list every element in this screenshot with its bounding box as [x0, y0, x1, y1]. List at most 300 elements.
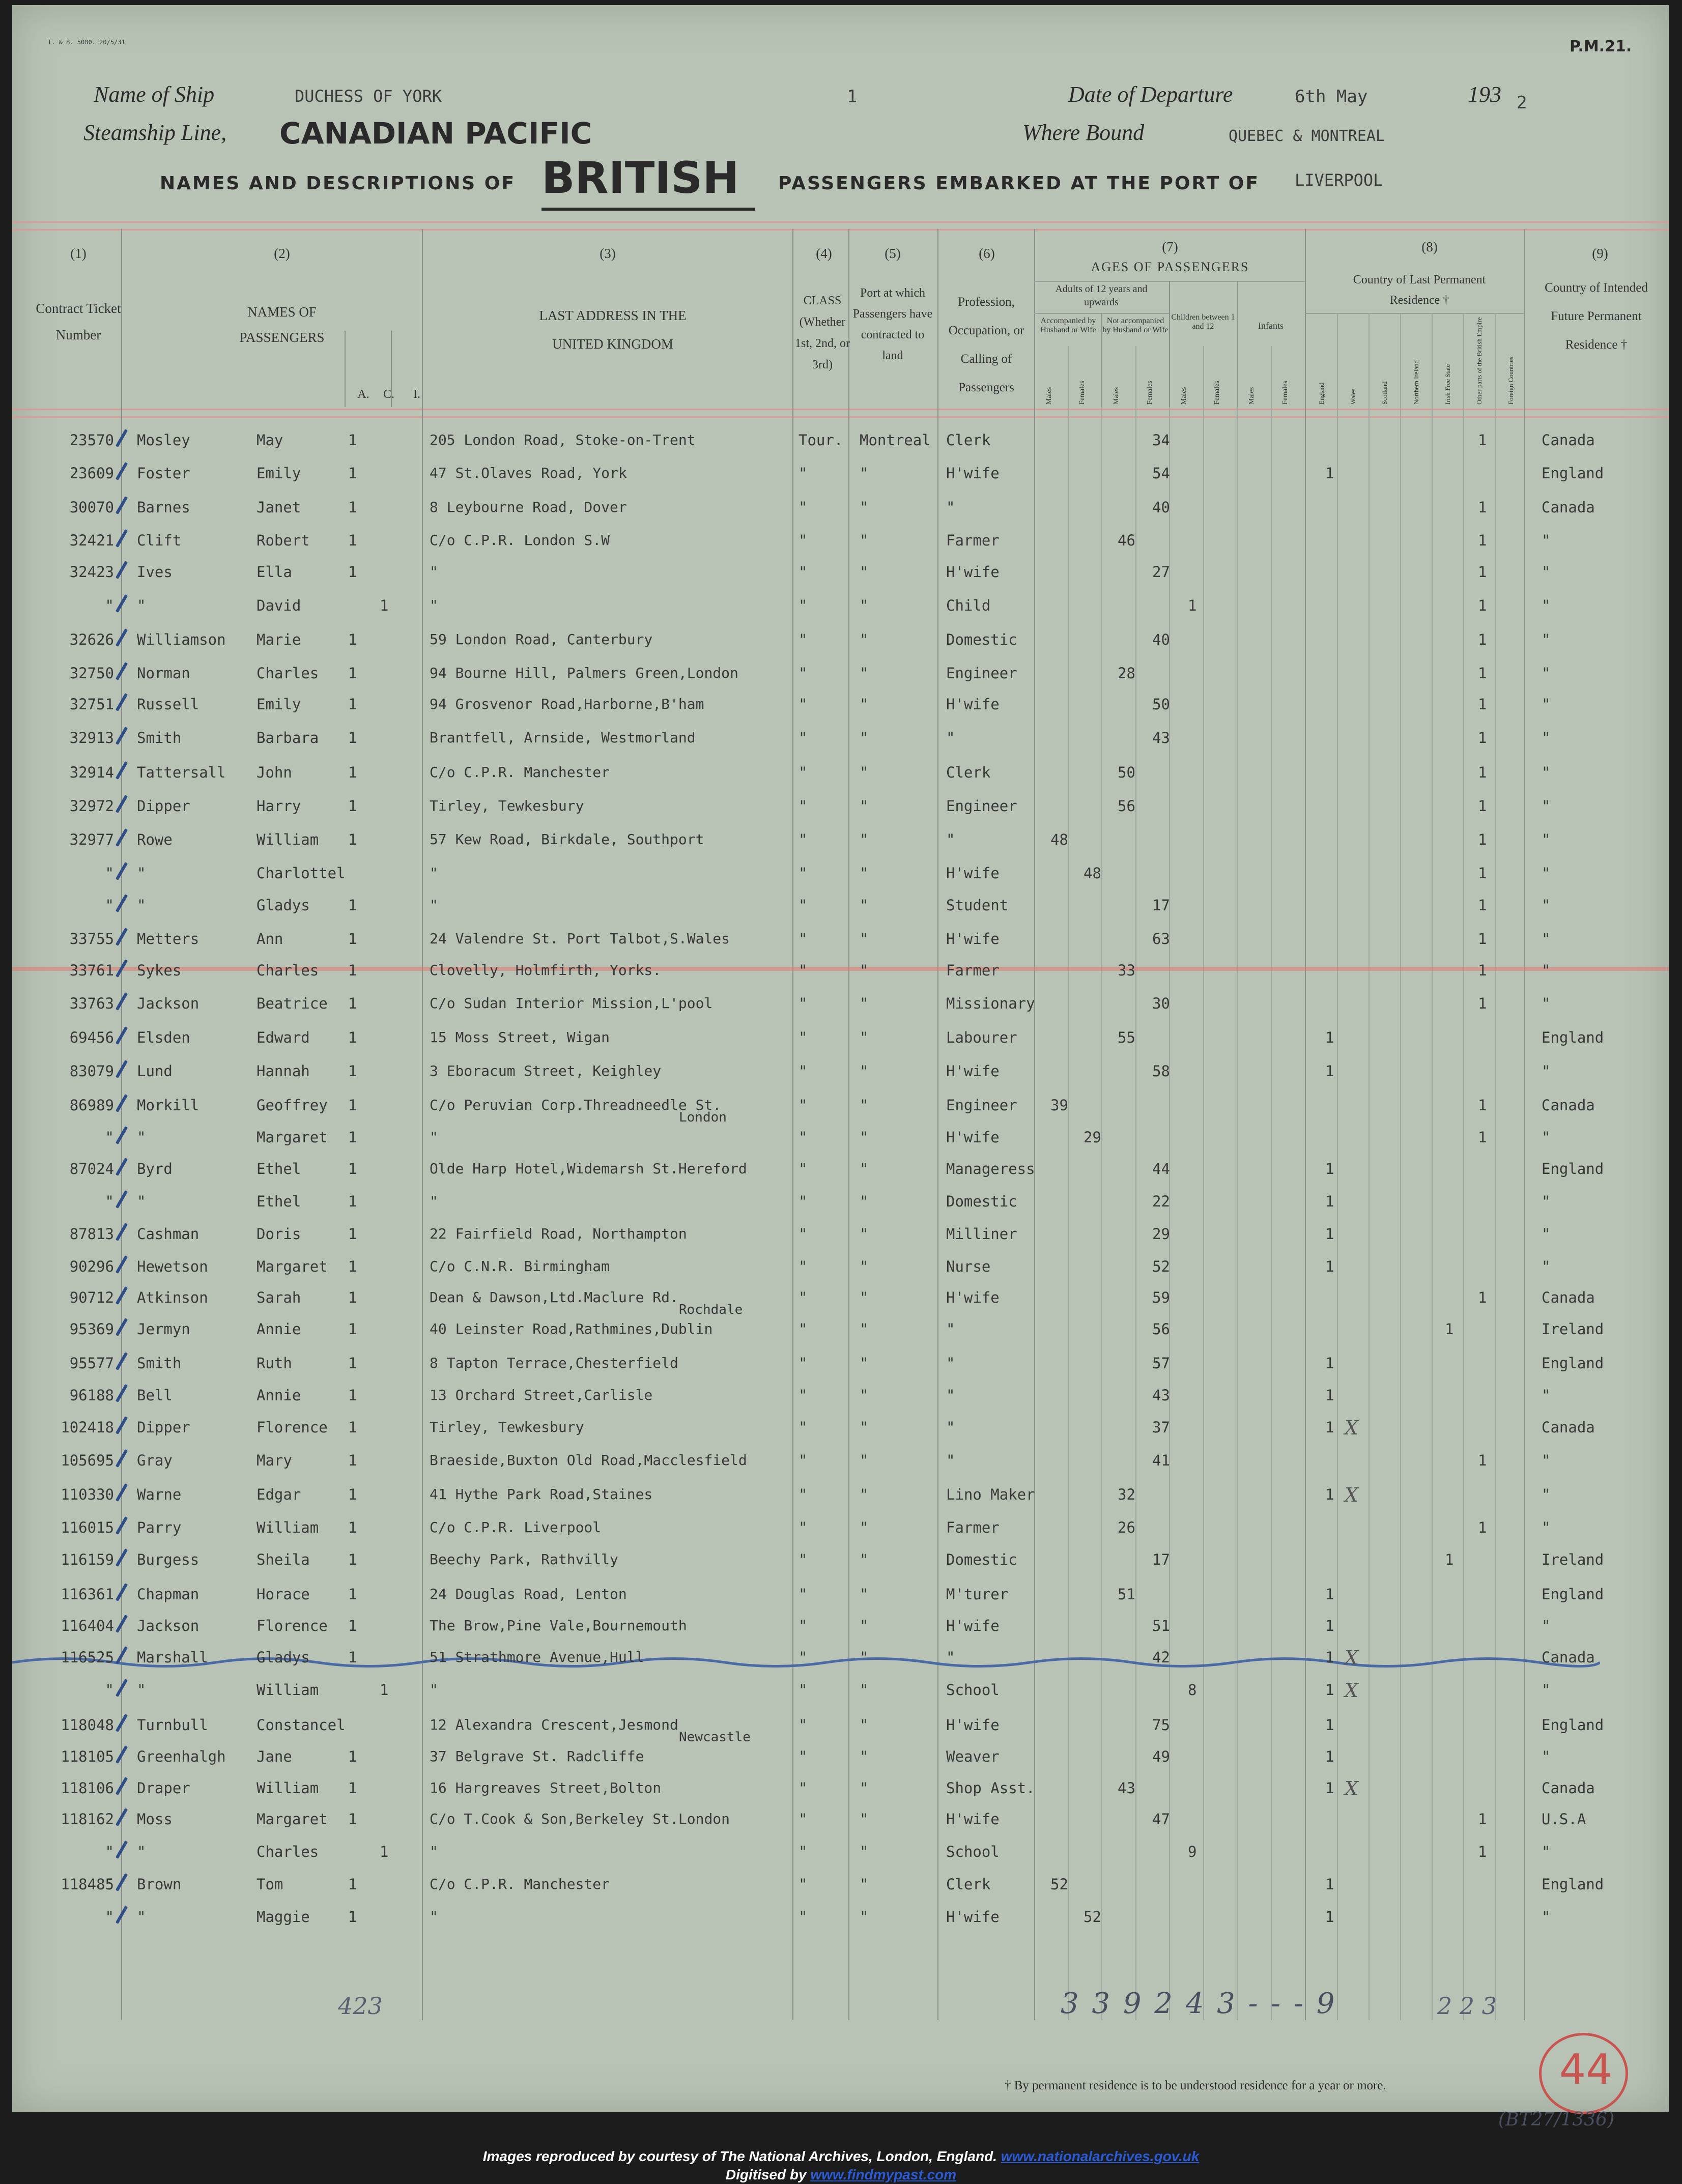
port-of-landing: "	[860, 1811, 869, 1828]
port-of-landing: "	[860, 1876, 869, 1893]
ticket-number: 32972	[69, 797, 114, 815]
given-name: Ethel	[256, 1160, 301, 1177]
class: "	[799, 1029, 808, 1046]
ticket-number: 116159	[61, 1551, 114, 1568]
occupation: H'wife	[946, 865, 1000, 882]
class: "	[799, 1779, 808, 1797]
class: "	[799, 729, 808, 746]
findmypast-link[interactable]: www.findmypast.com	[810, 2167, 957, 2182]
occupation: H'wife	[946, 930, 1000, 947]
age: 28	[1118, 665, 1135, 682]
last-address: "	[430, 1129, 438, 1145]
residence-count: 1	[1325, 1716, 1334, 1734]
future-residence: England	[1542, 1160, 1604, 1177]
ticket-number: 33755	[69, 930, 114, 947]
col-adults-header: Adults of 12 years and upwards	[1055, 283, 1148, 308]
surname: Mosley	[137, 432, 190, 449]
residence-count: 1	[1478, 962, 1487, 979]
port-of-landing: "	[860, 597, 869, 614]
last-address: 24 Valendre St. Port Talbot,S.Wales	[430, 930, 730, 947]
page-number: 1	[847, 87, 858, 107]
class: "	[799, 465, 808, 482]
ticket-number: "	[105, 865, 114, 882]
residence-count: 1	[1325, 1355, 1334, 1372]
last-address: 57 Kew Road, Birkdale, Southport	[430, 831, 704, 848]
line-label: Steamship Line,	[83, 120, 227, 145]
future-residence: "	[1542, 532, 1551, 549]
age: 22	[1152, 1193, 1170, 1210]
given-name: Hannah	[256, 1062, 310, 1080]
last-address: "	[430, 897, 438, 913]
surname: Brown	[137, 1876, 182, 1893]
residence-subheader-foreign: Foreign Countries	[1507, 356, 1515, 405]
last-address: Dean & Dawson,Ltd.Maclure Rd.	[430, 1289, 678, 1306]
given-name: Ella	[256, 563, 292, 581]
adult-count: 1	[348, 1486, 357, 1503]
last-address: 94 Grosvenor Road,Harborne,B'ham	[430, 696, 704, 712]
last-address: 40 Leinster Road,Rathmines,Dublin	[430, 1320, 713, 1337]
ticket-number: 33761	[69, 962, 114, 979]
future-residence: Canada	[1542, 432, 1595, 449]
adult-count: 1	[348, 729, 357, 746]
port-of-landing: "	[860, 897, 869, 914]
age-subheader-4: Males	[1180, 387, 1188, 405]
residence-subheader-other_parts: Other parts of the British Empire	[1475, 317, 1483, 405]
class: "	[799, 1649, 808, 1666]
occupation: Lino Maker	[946, 1486, 1035, 1503]
class: "	[799, 1681, 808, 1699]
age: 26	[1118, 1519, 1135, 1536]
adult-count: 1	[348, 1129, 357, 1146]
surname: Turnbull	[137, 1716, 208, 1734]
given-name: Annie	[256, 1320, 301, 1338]
ticket-number: 23609	[69, 465, 114, 482]
port-of-landing: "	[860, 1617, 869, 1634]
class: "	[799, 1617, 808, 1634]
heading-big: BRITISH	[541, 153, 739, 204]
occupation: Shop Asst.	[946, 1779, 1035, 1797]
given-name: Marie	[256, 631, 301, 648]
surname: "	[137, 1681, 146, 1699]
residence-count: 1	[1478, 1519, 1487, 1536]
ticket-number: 83079	[69, 1062, 114, 1080]
given-name: Annie	[256, 1387, 301, 1404]
residence-count: 1	[1325, 1908, 1334, 1926]
footer-line-1	[0, 2148, 1682, 2165]
last-address: "	[430, 1908, 438, 1925]
last-address-line-2: Newcastle	[679, 1730, 751, 1745]
occupation: "	[946, 1419, 955, 1436]
future-residence: "	[1542, 1748, 1551, 1765]
residence-count: 1	[1325, 1748, 1334, 1765]
last-address: Clovelly, Holmfirth, Yorks.	[430, 962, 662, 979]
col-9-number: (9)	[1592, 246, 1608, 261]
given-name: Mary	[256, 1452, 292, 1469]
age: 59	[1152, 1289, 1170, 1306]
given-name: May	[256, 432, 283, 449]
residence-count: 1	[1478, 897, 1487, 914]
future-residence: "	[1542, 665, 1551, 682]
class: "	[799, 1160, 808, 1177]
surname: Dipper	[137, 1419, 190, 1436]
adult-count: 1	[348, 1029, 357, 1046]
col-address-header: LAST ADDRESS IN THE UNITED KINGDOM	[539, 308, 687, 352]
port-of-landing: "	[860, 1097, 869, 1114]
age: 52	[1084, 1908, 1101, 1926]
port-of-landing: "	[860, 1419, 869, 1436]
last-address: Braeside,Buxton Old Road,Macclesfield	[430, 1452, 747, 1469]
port-of-landing: "	[860, 1387, 869, 1404]
age: 43	[1152, 729, 1170, 746]
ticket-number: 32421	[69, 532, 114, 549]
class: "	[799, 1225, 808, 1243]
adult-count: 1	[348, 1289, 357, 1306]
hand-mark: X	[1345, 1417, 1359, 1439]
residence-subheader-wales: Wales	[1349, 388, 1357, 405]
surname: "	[137, 597, 146, 614]
class: "	[799, 1486, 808, 1503]
age: 43	[1118, 1779, 1135, 1797]
adult-count: 1	[348, 1097, 357, 1114]
adult-count: 1	[348, 1908, 357, 1926]
occupation: Student	[946, 897, 1009, 914]
ticket-number: 116404	[61, 1617, 114, 1634]
class: "	[799, 665, 808, 682]
future-residence: Canada	[1542, 1419, 1595, 1436]
col-2-number: (2)	[274, 246, 290, 261]
residence-count: 1	[1325, 1681, 1334, 1699]
occupation: H'wife	[946, 1289, 1000, 1306]
adult-count: 1	[348, 1649, 357, 1666]
surname: Marshall	[137, 1649, 208, 1666]
given-name: Emily	[256, 696, 301, 713]
future-residence: "	[1542, 1225, 1551, 1243]
ticket-number: "	[105, 1908, 114, 1926]
ticket-number: "	[105, 1843, 114, 1860]
residence-count: 1	[1325, 1225, 1334, 1243]
ticket-number: 32977	[69, 831, 114, 848]
age: 27	[1152, 563, 1170, 581]
adult-count: 1	[348, 1160, 357, 1177]
ticket-number: 32913	[69, 729, 114, 746]
class: "	[799, 597, 808, 614]
occupation: Child	[946, 597, 991, 614]
given-name: Charles	[256, 1843, 319, 1860]
occupation: Clerk	[946, 764, 991, 781]
port-of-landing: "	[860, 1649, 869, 1666]
age: 52	[1152, 1258, 1170, 1275]
class: "	[799, 1908, 808, 1926]
port-of-landing: "	[860, 1716, 869, 1734]
future-residence: "	[1542, 1452, 1551, 1469]
col-accompanied-header: Accompanied by Husband or Wife	[1040, 317, 1096, 334]
col-c-header: C.	[383, 388, 394, 401]
footer-credit: Images reproduced by courtesy of The National Archives, London, England.	[482, 2148, 997, 2164]
age: 51	[1152, 1617, 1170, 1634]
ticket-number: 116361	[61, 1586, 114, 1603]
adult-count: 1	[348, 432, 357, 449]
surname: Hewetson	[137, 1258, 208, 1275]
last-address: C/o C.P.R. Liverpool	[430, 1519, 602, 1536]
class: "	[799, 1320, 808, 1338]
age: 41	[1152, 1452, 1170, 1469]
residence-count: 1	[1478, 563, 1487, 581]
col-country-last-header: Country of Last Permanent Residence †	[1353, 273, 1486, 307]
last-address: 59 London Road, Canterbury	[430, 631, 653, 648]
future-residence: "	[1542, 930, 1551, 947]
occupation: H'wife	[946, 1811, 1000, 1828]
given-name: Jane	[256, 1748, 292, 1765]
future-residence: Canada	[1542, 499, 1595, 516]
residence-count: 1	[1325, 1387, 1334, 1404]
age: 58	[1152, 1062, 1170, 1080]
last-address: Olde Harp Hotel,Widemarsh St.Hereford	[430, 1160, 747, 1177]
surname: "	[137, 897, 146, 914]
residence-subheader-england: England	[1318, 382, 1325, 405]
class: "	[799, 1097, 808, 1114]
future-residence: "	[1542, 729, 1551, 746]
surname: Moss	[137, 1811, 173, 1828]
residence-count: 1	[1325, 1258, 1334, 1275]
port-of-landing: "	[860, 1355, 869, 1372]
ticket-number: 30070	[69, 499, 114, 516]
residence-count: 1	[1478, 1452, 1487, 1469]
class: "	[799, 930, 808, 947]
class: "	[799, 1586, 808, 1603]
given-name: Tom	[256, 1876, 283, 1893]
heading-right: PASSENGERS EMBARKED AT THE PORT OF	[778, 173, 1260, 194]
occupation: "	[946, 1649, 955, 1666]
adult-count: 1	[348, 797, 357, 815]
class: "	[799, 1419, 808, 1436]
adult-count: 1	[348, 1258, 357, 1275]
departure-label: Date of Departure	[1068, 82, 1233, 107]
class: "	[799, 499, 808, 516]
class: "	[799, 797, 808, 815]
future-residence: "	[1542, 1681, 1551, 1699]
occupation: "	[946, 1387, 955, 1404]
ticket-number: "	[105, 1129, 114, 1146]
footer-line-2	[0, 2167, 1682, 2183]
future-residence: "	[1542, 1486, 1551, 1503]
occupation: Engineer	[946, 665, 1017, 682]
ticket-number: 90296	[69, 1258, 114, 1275]
occupation: Domestic	[946, 1551, 1017, 1568]
last-address: Beechy Park, Rathvilly	[430, 1551, 618, 1568]
ticket-number: 95577	[69, 1355, 114, 1372]
age: 33	[1118, 962, 1135, 979]
port-of-landing: "	[860, 930, 869, 947]
port-of-landing: "	[860, 563, 869, 581]
hand-mark: X	[1345, 1679, 1359, 1702]
port-of-landing: Montreal	[860, 432, 931, 449]
residence-count: 1	[1478, 995, 1487, 1012]
given-name: David	[256, 597, 301, 614]
future-residence: Canada	[1542, 1779, 1595, 1797]
archive-reference: (BT27/1336)	[1498, 2109, 1615, 2130]
future-residence: "	[1542, 563, 1551, 581]
age-subheader-2: Males	[1113, 387, 1120, 405]
total-residence: 2 2 3	[1437, 1992, 1497, 2020]
last-address: Tirley, Tewkesbury	[430, 797, 584, 814]
age: 32	[1118, 1486, 1135, 1503]
residence-count: 1	[1325, 1617, 1334, 1634]
adult-count: 1	[348, 1419, 357, 1436]
national-archives-link[interactable]: www.nationalarchives.gov.uk	[1001, 2148, 1200, 2164]
future-residence: England	[1542, 1876, 1604, 1893]
given-name: Margaret	[256, 1811, 328, 1828]
ticket-number: 118106	[61, 1779, 114, 1797]
ticket-number: 86989	[69, 1097, 114, 1114]
adult-count: 1	[348, 499, 357, 516]
hand-mark: X	[1345, 1647, 1359, 1669]
last-address: 3 Eboracum Street, Keighley	[430, 1062, 662, 1079]
given-name: Barbara	[256, 729, 319, 746]
last-address-line-2: Rochdale	[679, 1302, 743, 1317]
residence-count: 1	[1478, 696, 1487, 713]
adult-count: 1	[348, 1452, 357, 1469]
ticket-number: 32626	[69, 631, 114, 648]
last-address: 24 Douglas Road, Lenton	[430, 1586, 627, 1602]
given-name: Gladys	[256, 897, 310, 914]
adult-count: 1	[348, 631, 357, 648]
adult-count: 1	[348, 1387, 357, 1404]
last-address: "	[430, 597, 438, 614]
class: "	[799, 1551, 808, 1568]
col-names-header: NAMES OF PASSENGERS	[239, 304, 325, 345]
occupation: Milliner	[946, 1225, 1017, 1243]
page-mark: 44	[1559, 2046, 1613, 2094]
surname: "	[137, 1908, 146, 1926]
total-ages: 3 3 9 2 4 3 - - - 9	[1061, 1987, 1337, 2020]
age: 40	[1152, 631, 1170, 648]
future-residence: "	[1542, 1908, 1551, 1926]
port-of-landing: "	[860, 1843, 869, 1860]
ticket-number: 116015	[61, 1519, 114, 1536]
age: 48	[1050, 831, 1068, 848]
last-address: 16 Hargreaves Street,Bolton	[430, 1779, 662, 1796]
class: "	[799, 1876, 808, 1893]
residence-count: 1	[1478, 1843, 1487, 1860]
adult-count: 1	[348, 930, 357, 947]
col-7-number: (7)	[1162, 239, 1178, 254]
future-residence: "	[1542, 1617, 1551, 1634]
residence-count: 1	[1325, 1193, 1334, 1210]
residence-count: 1	[1325, 1062, 1334, 1080]
surname: Byrd	[137, 1160, 173, 1177]
class: "	[799, 1258, 808, 1275]
last-address: "	[430, 865, 438, 881]
class: Tour.	[799, 432, 843, 449]
last-address: "	[430, 563, 438, 580]
ticket-number: 69456	[69, 1029, 114, 1046]
surname: Clift	[137, 532, 182, 549]
port-of-landing: "	[860, 1160, 869, 1177]
port-of-landing: "	[860, 532, 869, 549]
residence-count: 1	[1478, 865, 1487, 882]
col-5-number: (5)	[885, 246, 901, 261]
departure-year: 193	[1468, 82, 1501, 107]
age-subheader-1: Females	[1078, 381, 1086, 405]
future-residence: "	[1542, 995, 1551, 1012]
port-of-landing: "	[860, 1062, 869, 1080]
surname: Dipper	[137, 797, 190, 815]
port-of-landing: "	[860, 1908, 869, 1926]
last-address: 41 Hythe Park Road,Staines	[430, 1486, 653, 1503]
occupation: Labourer	[946, 1029, 1017, 1046]
port-of-landing: "	[860, 696, 869, 713]
given-name: William	[256, 1681, 319, 1699]
given-name: Sheila	[256, 1551, 310, 1568]
last-address: 94 Bourne Hill, Palmers Green,London	[430, 665, 738, 681]
child-count: 1	[380, 597, 389, 614]
surname: Russell	[137, 696, 199, 713]
ticket-number: "	[105, 1193, 114, 1210]
adult-count: 1	[348, 1193, 357, 1210]
adult-count: 1	[348, 764, 357, 781]
port-of-landing: "	[860, 1289, 869, 1306]
ticket-number: 87813	[69, 1225, 114, 1243]
residence-count: 1	[1325, 1486, 1334, 1503]
age: 56	[1118, 797, 1135, 815]
future-residence: U.S.A	[1542, 1811, 1586, 1828]
surname: "	[137, 1193, 146, 1210]
age: 50	[1118, 764, 1135, 781]
occupation: H'wife	[946, 1908, 1000, 1926]
age: 39	[1050, 1097, 1068, 1114]
given-name: Janet	[256, 499, 301, 516]
last-address: 47 St.Olaves Road, York	[430, 465, 627, 481]
surname: Draper	[137, 1779, 190, 1797]
ticket-number: 32751	[69, 696, 114, 713]
last-address: "	[430, 1681, 438, 1698]
passenger-list-sheet	[12, 5, 1669, 2130]
port-of-landing: "	[860, 962, 869, 979]
residence-count: 1	[1478, 729, 1487, 746]
bound-label: Where Bound	[1022, 120, 1145, 145]
residence-count: 1	[1478, 499, 1487, 516]
age: 63	[1152, 930, 1170, 947]
port-of-landing: "	[860, 1551, 869, 1568]
hand-mark: X	[1345, 1484, 1359, 1506]
class: "	[799, 831, 808, 848]
given-name: Constancel	[256, 1716, 346, 1734]
age: 29	[1084, 1129, 1101, 1146]
class: "	[799, 696, 808, 713]
col-6-number: (6)	[979, 246, 995, 261]
future-residence: "	[1542, 1258, 1551, 1275]
future-residence: Canada	[1542, 1649, 1595, 1666]
residence-subheader-n_ireland: Northern Ireland	[1412, 360, 1420, 405]
ship-label: Name of Ship	[94, 82, 215, 107]
col-1-number: (1)	[70, 246, 87, 261]
future-residence: "	[1542, 1193, 1551, 1210]
residence-count: 1	[1478, 930, 1487, 947]
surname: Foster	[137, 465, 190, 482]
given-name: Margaret	[256, 1258, 328, 1275]
age: 47	[1152, 1811, 1170, 1828]
adult-count: 1	[348, 1320, 357, 1338]
port-of-landing: "	[860, 1452, 869, 1469]
age: 29	[1152, 1225, 1170, 1243]
port-of-landing: "	[860, 729, 869, 746]
port-of-landing: "	[860, 1779, 869, 1797]
surname: Ives	[137, 563, 173, 581]
ticket-number: 87024	[69, 1160, 114, 1177]
future-residence: "	[1542, 1062, 1551, 1080]
age: 75	[1152, 1716, 1170, 1734]
class: "	[799, 897, 808, 914]
